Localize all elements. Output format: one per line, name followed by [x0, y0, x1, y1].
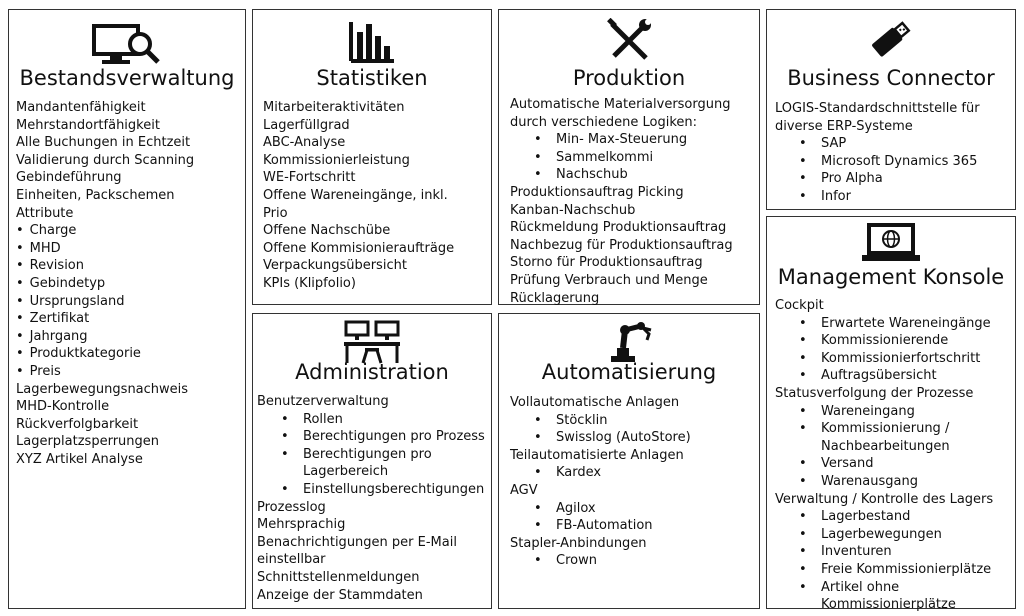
list-item: Attribute	[16, 205, 74, 221]
box-statistiken	[252, 9, 492, 305]
box-business-connector	[766, 9, 1016, 210]
list-item: • Agilox	[556, 500, 691, 518]
box-produktion	[498, 9, 760, 305]
usb-stick-icon	[866, 16, 916, 62]
list-item: • Kardex	[556, 464, 691, 482]
list-item: • Crown	[556, 552, 691, 570]
list-item: • Lagerbestand	[821, 508, 993, 526]
laptop-globe-icon	[860, 223, 922, 265]
title-statistiken: Statistiken	[316, 66, 428, 90]
list-item: Lagerbewegungsnachweis	[16, 381, 189, 397]
list-item: • Preis	[16, 363, 194, 381]
list-item: Benutzerverwaltung	[257, 394, 389, 409]
list-item: Teilautomatisierte Anlagen	[510, 447, 684, 463]
box-management-konsole	[766, 216, 1016, 613]
title-bestandsverwaltung: Bestandsverwaltung	[19, 66, 235, 90]
title-produktion: Produktion	[572, 66, 686, 90]
list-item: durch verschiedene Logiken:	[510, 114, 698, 130]
list-item: • Erwartete Wareneingänge	[821, 315, 993, 333]
list-item: Lagerfüllgrad	[263, 117, 350, 133]
list-statistiken	[263, 99, 454, 293]
list-item: Anzeige der Stammdaten	[257, 587, 423, 603]
list-item: Produktionsauftrag Picking	[510, 184, 684, 200]
list-item: Kommissionierleistung	[263, 152, 410, 168]
list-item: Verwaltung / Kontrolle des Lagers	[775, 491, 994, 507]
list-item: Statusverfolgung der Prozesse	[775, 385, 974, 401]
list-item: Lagerplatzsperrungen	[16, 434, 160, 450]
list-item: Kommissionierplätze	[821, 597, 956, 613]
list-item: • Warenausgang	[821, 473, 993, 491]
list-item: Nachbezug für Produktionsauftrag	[510, 237, 733, 253]
list-item: • Lagerbewegungen	[821, 526, 993, 544]
list-item: • Pro Alpha	[821, 170, 980, 188]
list-item: WE-Fortschritt	[263, 170, 356, 186]
list-item: • Gebindetyp	[16, 275, 194, 293]
list-item: Gebindeführung	[16, 170, 122, 186]
list-item: • Kommissionierende	[821, 332, 993, 350]
box-bestandsverwaltung	[8, 9, 246, 609]
list-item: Mehrstandortfähigkeit	[16, 117, 160, 133]
list-item: • Freie Kommissionierplätze	[821, 561, 993, 579]
list-item: Prüfung Verbrauch und Menge	[510, 272, 708, 288]
list-item: • Wareneingang	[821, 403, 993, 421]
list-item: Validierung durch Scanning	[16, 152, 195, 168]
list-item: Schnittstellenmeldungen	[257, 569, 420, 585]
list-item: Vollautomatische Anlagen	[510, 395, 680, 410]
list-item: XYZ Artikel Analyse	[16, 451, 143, 467]
tools-icon	[606, 18, 652, 64]
list-item: • Einstellungsberechtigungen	[303, 481, 485, 499]
list-automatisierung	[510, 394, 691, 570]
list-item: • Stöcklin	[556, 412, 691, 430]
list-item: Nachbearbeitungen	[821, 438, 950, 454]
list-item: Mandantenfähigkeit	[16, 100, 146, 115]
list-item: diverse ERP-Systeme	[775, 118, 913, 134]
list-bestandsverwaltung	[16, 99, 194, 468]
list-item: Offene Wareneingänge, inkl.	[263, 187, 448, 203]
list-item: Mitarbeiteraktivitäten	[263, 100, 405, 115]
list-item: Alle Buchungen in Echtzeit	[16, 135, 191, 151]
list-item: Storno für Produktionsauftrag	[510, 255, 703, 271]
list-item: Automatische Materialversorgung	[510, 97, 731, 112]
title-automatisierung: Automatisierung	[541, 360, 717, 384]
list-item: • Produktkategorie	[16, 345, 194, 363]
bar-chart-icon	[348, 20, 396, 64]
list-item: Cockpit	[775, 298, 824, 313]
list-item: • MHD	[16, 240, 194, 258]
list-item: Kanban-Nachschub	[510, 202, 636, 218]
workstations-icon	[343, 320, 401, 364]
list-item: • Microsoft Dynamics 365	[821, 153, 980, 171]
list-management-konsole	[775, 297, 993, 614]
list-item: Stapler-Anbindungen	[510, 535, 647, 551]
box-automatisierung	[498, 313, 760, 609]
list-item: • SAP	[821, 135, 980, 153]
list-item: • Berechtigungen pro Prozess	[303, 428, 485, 446]
list-item: • Versand	[821, 455, 993, 473]
list-item: Prio	[263, 205, 288, 221]
list-item: • Infor	[821, 188, 980, 206]
list-administration	[257, 393, 485, 604]
list-item: • Zertifikat	[16, 310, 194, 328]
list-item: MHD-Kontrolle	[16, 399, 110, 415]
list-item: Rückverfolgbarkeit	[16, 416, 139, 432]
list-item: • Inventuren	[821, 543, 993, 561]
list-item: • Ursprungsland	[16, 293, 194, 311]
list-item: • FB-Automation	[556, 517, 691, 535]
title-administration: Administration	[295, 360, 449, 384]
list-item: • Swisslog (AutoStore)	[556, 429, 691, 447]
list-item: • Nachschub	[556, 166, 733, 184]
list-produktion	[510, 96, 733, 307]
title-management-konsole: Management Konsole	[777, 265, 1005, 289]
monitor-search-icon	[92, 24, 162, 66]
list-item: • Jahrgang	[16, 328, 194, 346]
list-item: • Artikel ohne	[821, 579, 993, 597]
list-item: • Kommissionierung /	[821, 420, 993, 438]
list-item: • Berechtigungen pro	[303, 446, 485, 464]
list-item: Rückmeldung Produktionsauftrag	[510, 220, 727, 236]
list-item: Lagerbereich	[303, 464, 389, 480]
list-item: • Revision	[16, 257, 194, 275]
list-item: Verpackungsübersicht	[263, 258, 407, 274]
list-item: • Auftragsübersicht	[821, 367, 993, 385]
title-business-connector: Business Connector	[787, 66, 995, 90]
list-item: • Charge	[16, 222, 194, 240]
robot-arm-icon	[603, 318, 655, 364]
list-item: KPIs (Klipfolio)	[263, 275, 356, 291]
list-item: • Rollen	[303, 411, 485, 429]
list-item: einstellbar	[257, 552, 326, 568]
list-item: • Kommissionierfortschritt	[821, 350, 993, 368]
list-item: Mehrsprachig	[257, 517, 346, 533]
list-item: Benachrichtigungen per E-Mail	[257, 534, 457, 550]
list-item: Rücklagerung	[510, 290, 600, 306]
list-item: Prozesslog	[257, 499, 326, 515]
list-item: • Min- Max-Steuerung	[556, 131, 733, 149]
list-business-connector	[775, 100, 980, 206]
list-item: • Sammelkommi	[556, 149, 733, 167]
list-item: Offene Kommisionieraufträge	[263, 240, 455, 256]
list-item: AGV	[510, 482, 538, 498]
list-item: Einheiten, Packschemen	[16, 187, 175, 203]
box-administration	[252, 313, 492, 609]
list-item: Offene Nachschübe	[263, 223, 391, 239]
list-item: ABC-Analyse	[263, 135, 346, 151]
list-item: LOGIS-Standardschnittstelle für	[775, 101, 980, 116]
